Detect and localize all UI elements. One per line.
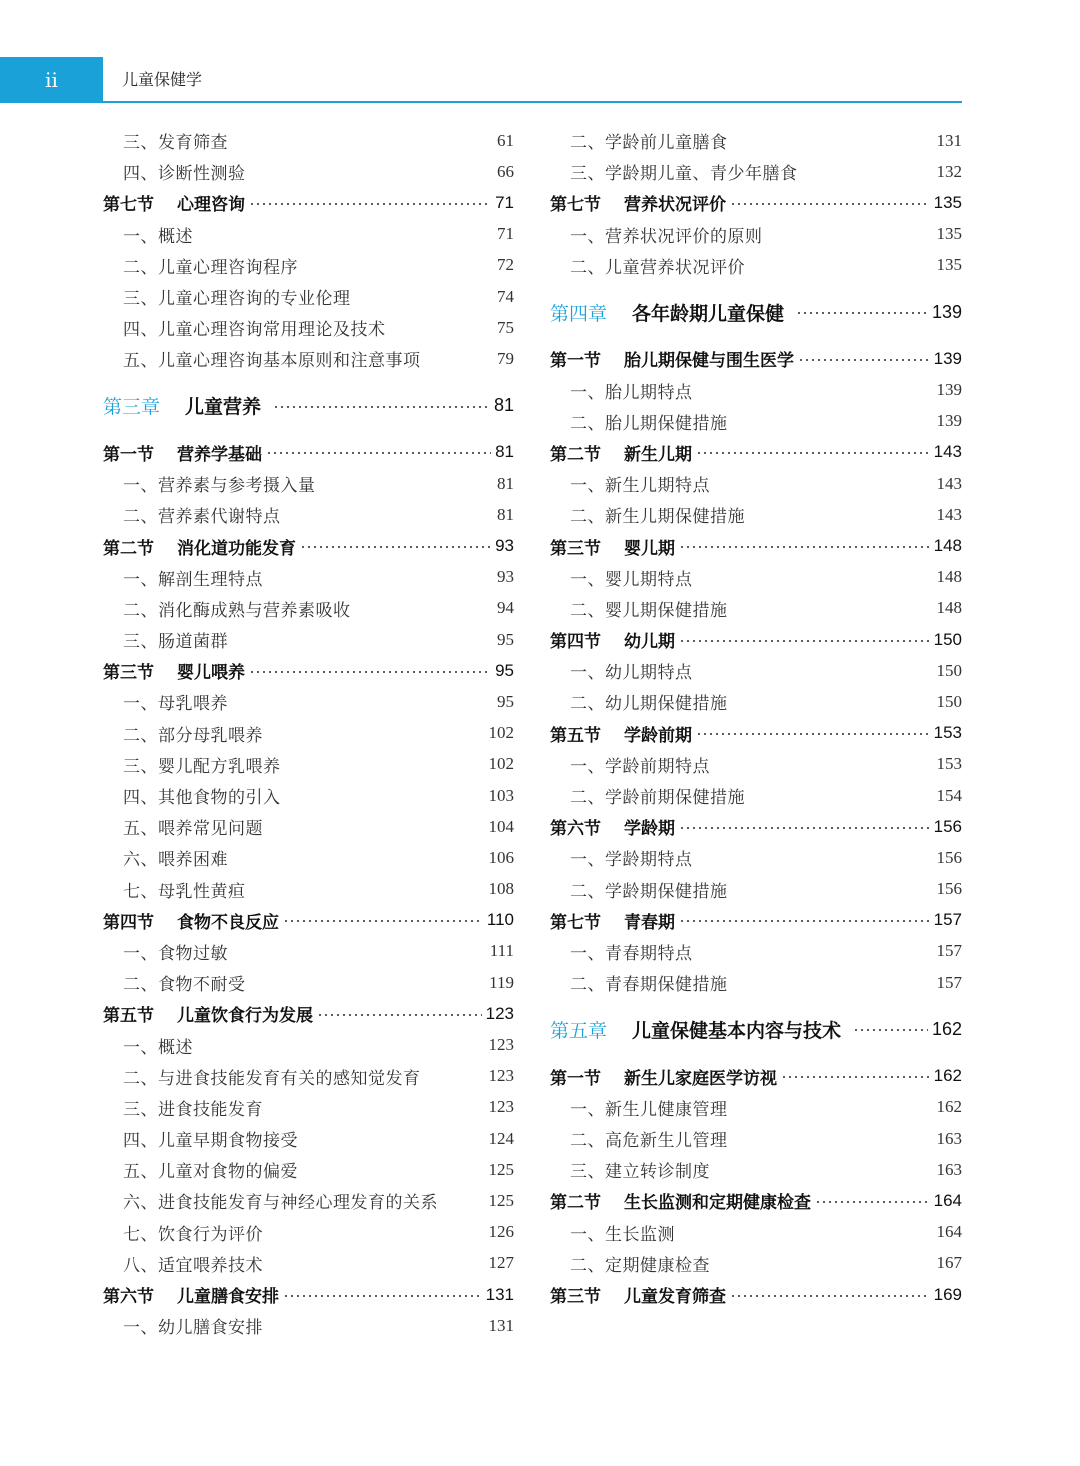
toc-item-page: 127 [488, 1253, 514, 1273]
toc-item-label: 二、部分母乳喂养 [123, 725, 263, 746]
toc-dot-leader [249, 203, 491, 205]
toc-item-label: 二、儿童心理咨询程序 [123, 257, 298, 278]
toc-item-row [103, 125, 514, 156]
toc-item-label: 一、概述 [123, 1037, 193, 1058]
toc-item-row [550, 842, 962, 873]
toc-item-page: 148 [936, 567, 962, 587]
toc-item-page: 167 [936, 1253, 962, 1273]
toc-item-page: 139 [936, 411, 962, 431]
toc-section-title: 婴儿喂养 [177, 663, 245, 684]
toc-item-label: 二、儿童营养状况评价 [570, 257, 745, 278]
toc-item-page: 143 [936, 473, 962, 493]
toc-chapter-title: 儿童营养 [185, 396, 262, 419]
toc-item-row [103, 468, 514, 499]
toc-item-page: 111 [489, 941, 514, 961]
toc-section-page: 157 [933, 910, 962, 930]
toc-item-label: 二、定期健康检查 [570, 1255, 710, 1276]
toc-item-label: 一、母乳喂养 [123, 694, 228, 715]
toc-section-title: 新生儿家庭医学访视 [624, 1068, 777, 1089]
toc-item-row [103, 874, 514, 905]
toc-item-page: 66 [497, 161, 514, 181]
toc-item-row [550, 967, 962, 998]
toc-section-page: 71 [495, 192, 514, 212]
toc-section-page: 131 [485, 1284, 514, 1304]
toc-section-title: 儿童膳食安排 [177, 1287, 279, 1308]
toc-section-row [550, 343, 962, 374]
toc-dot-leader [796, 312, 928, 314]
toc-item-page: 123 [488, 1035, 514, 1055]
toc-item-row [550, 1092, 962, 1123]
toc-section-row [550, 1279, 962, 1310]
toc-section-number: 第一节 [550, 351, 601, 372]
toc-item-row [103, 1185, 514, 1216]
toc-item-page: 103 [488, 785, 514, 805]
toc-item-page: 163 [936, 1159, 962, 1179]
toc-section-title: 食物不良反应 [177, 912, 279, 933]
toc-section-title: 营养学基础 [177, 444, 262, 465]
toc-section-row [550, 1061, 962, 1092]
toc-dot-leader [679, 827, 930, 829]
toc-item-label: 一、概述 [123, 226, 193, 247]
toc-item-label: 二、青春期保健措施 [570, 975, 728, 996]
toc-section-row [103, 530, 514, 561]
toc-section-page: 95 [495, 660, 514, 680]
toc-item-label: 一、青春期特点 [570, 943, 693, 964]
toc-section-page: 153 [933, 723, 962, 743]
toc-item-label: 二、胎儿期保健措施 [570, 413, 728, 434]
toc-item-row [550, 1248, 962, 1279]
toc-section-number: 第三节 [550, 538, 601, 559]
toc-item-row [103, 1248, 514, 1279]
toc-item-page: 123 [488, 1066, 514, 1086]
toc-section-title: 心理咨询 [177, 195, 245, 216]
toc-item-label: 二、高危新生儿管理 [570, 1131, 728, 1152]
toc-item-row [103, 562, 514, 593]
toc-item-page: 143 [936, 504, 962, 524]
toc-item-page: 119 [489, 972, 514, 992]
toc-item-row [550, 936, 962, 967]
toc-item-page: 163 [936, 1128, 962, 1148]
toc-item-row [550, 219, 962, 250]
toc-item-page: 61 [497, 130, 514, 150]
toc-chapter-row [550, 297, 962, 328]
toc-section-title: 儿童饮食行为发展 [177, 1006, 313, 1027]
toc-item-row [103, 624, 514, 655]
page-header [0, 57, 1080, 103]
toc-dot-leader [317, 1014, 482, 1016]
toc-section-row [103, 437, 514, 468]
toc-item-page: 164 [936, 1222, 962, 1242]
toc-item-label: 三、发育筛查 [123, 133, 228, 154]
toc-item-label: 六、进食技能发育与神经心理发育的关系 [123, 1193, 438, 1214]
toc-section-title: 学龄前期 [624, 725, 692, 746]
toc-section-title: 幼儿期 [624, 632, 675, 653]
toc-section-number: 第一节 [103, 444, 154, 465]
toc-section-page: 143 [933, 442, 962, 462]
toc-item-page: 79 [497, 348, 514, 368]
toc-item-page: 102 [488, 723, 514, 743]
toc-section-page: 139 [933, 348, 962, 368]
toc-item-label: 三、建立转诊制度 [570, 1162, 710, 1183]
toc-section-number: 第一节 [550, 1068, 601, 1089]
toc-item-page: 94 [497, 598, 514, 618]
toc-chapter-number: 第五章 [550, 1019, 608, 1042]
toc-item-label: 一、幼儿期特点 [570, 663, 693, 684]
toc-section-number: 第五节 [103, 1006, 154, 1027]
toc-item-page: 135 [936, 224, 962, 244]
toc-section-row [103, 1279, 514, 1310]
toc-chapter-number: 第三章 [103, 396, 161, 419]
toc-item-page: 71 [497, 224, 514, 244]
toc-dot-leader [679, 920, 930, 922]
toc-item-page: 74 [497, 286, 514, 306]
toc-section-page: 164 [933, 1190, 962, 1210]
toc-chapter-page: 139 [931, 301, 962, 322]
toc-item-label: 一、新生儿健康管理 [570, 1099, 728, 1120]
toc-item-row [550, 749, 962, 780]
toc-item-label: 七、饮食行为评价 [123, 1224, 263, 1245]
toc-section-title: 营养状况评价 [624, 195, 726, 216]
toc-item-label: 六、喂养困难 [123, 850, 228, 871]
toc-item-page: 104 [488, 816, 514, 836]
toc-item-row [550, 562, 962, 593]
toc-section-row [103, 905, 514, 936]
toc-section-title: 儿童发育筛查 [624, 1287, 726, 1308]
toc-item-page: 150 [936, 691, 962, 711]
toc-dot-leader [730, 203, 930, 205]
toc-item-page: 148 [936, 598, 962, 618]
toc-item-page: 131 [488, 1315, 514, 1335]
toc-item-row [550, 125, 962, 156]
toc-section-number: 第七节 [550, 195, 601, 216]
toc-item-label: 一、营养素与参考摄入量 [123, 476, 316, 497]
toc-item-label: 三、婴儿配方乳喂养 [123, 756, 281, 777]
toc-item-label: 一、学龄期特点 [570, 850, 693, 871]
toc-item-page: 81 [497, 504, 514, 524]
toc-chapter-title: 各年龄期儿童保健 [632, 302, 785, 325]
toc-section-row [550, 718, 962, 749]
toc-item-page: 102 [488, 754, 514, 774]
toc-chapter-page: 162 [931, 1018, 962, 1039]
toc-item-page: 156 [936, 879, 962, 899]
toc-chapter-number: 第四章 [550, 302, 608, 325]
toc-item-row [103, 1029, 514, 1060]
toc-section-title: 生长监测和定期健康检查 [624, 1193, 811, 1214]
toc-section-number: 第七节 [103, 195, 154, 216]
toc-section-number: 第二节 [550, 444, 601, 465]
toc-item-label: 五、儿童心理咨询基本原则和注意事项 [123, 351, 421, 372]
toc-item-row [103, 718, 514, 749]
toc-chapter-row [550, 1014, 962, 1045]
toc-item-page: 156 [936, 847, 962, 867]
toc-item-label: 七、母乳性黄疸 [123, 881, 246, 902]
toc-section-number: 第六节 [550, 819, 601, 840]
toc-section-page: 93 [495, 536, 514, 556]
toc-item-label: 四、诊断性测验 [123, 164, 246, 185]
toc-item-label: 一、幼儿膳食安排 [123, 1318, 263, 1339]
toc-item-label: 一、解剖生理特点 [123, 569, 263, 590]
toc-item-page: 125 [488, 1159, 514, 1179]
toc-item-row [550, 1123, 962, 1154]
toc-item-label: 二、与进食技能发育有关的感知觉发育 [123, 1068, 421, 1089]
toc-dot-leader [679, 546, 930, 548]
toc-item-row [550, 250, 962, 281]
toc-item-page: 157 [936, 941, 962, 961]
toc-item-row [103, 593, 514, 624]
toc-section-page: 110 [486, 910, 514, 930]
toc-item-row [550, 1217, 962, 1248]
header-rule [103, 101, 962, 103]
toc-item-page: 154 [936, 785, 962, 805]
toc-section-title: 消化道功能发育 [177, 538, 296, 559]
toc-item-row [550, 593, 962, 624]
toc-section-number: 第二节 [103, 538, 154, 559]
toc-item-row [103, 936, 514, 967]
toc-item-label: 八、适宜喂养技术 [123, 1255, 263, 1276]
toc-item-row [103, 1310, 514, 1341]
toc-dot-leader [696, 733, 930, 735]
book-title: 儿童保健学 [122, 70, 203, 89]
toc-item-row [550, 406, 962, 437]
toc-section-page: 123 [485, 1003, 514, 1023]
toc-section-number: 第六节 [103, 1287, 154, 1308]
toc-item-page: 108 [488, 879, 514, 899]
toc-item-page: 150 [936, 660, 962, 680]
toc-left-column [103, 125, 514, 1341]
toc-item-label: 二、学龄期保健措施 [570, 881, 728, 902]
toc-item-row [550, 468, 962, 499]
toc-item-row [103, 686, 514, 717]
toc-item-row [103, 1123, 514, 1154]
toc-item-label: 二、消化酶成熟与营养素吸收 [123, 600, 351, 621]
toc-section-page: 148 [933, 536, 962, 556]
toc-item-row [103, 281, 514, 312]
toc-section-number: 第二节 [550, 1193, 601, 1214]
toc-item-page: 157 [936, 972, 962, 992]
toc-item-label: 二、学龄前儿童膳食 [570, 133, 728, 154]
toc-chapter-page: 81 [493, 395, 514, 416]
toc-item-label: 四、其他食物的引入 [123, 788, 281, 809]
toc-item-label: 二、新生儿期保健措施 [570, 507, 745, 528]
toc-item-page: 75 [497, 317, 514, 337]
toc-right-column [550, 125, 962, 1310]
toc-item-page: 162 [936, 1097, 962, 1117]
toc-dot-leader [273, 406, 490, 408]
toc-item-page: 72 [497, 255, 514, 275]
toc-item-label: 二、营养素代谢特点 [123, 507, 281, 528]
toc-item-row [550, 686, 962, 717]
toc-section-row [550, 905, 962, 936]
toc-item-label: 一、胎儿期特点 [570, 382, 693, 403]
toc-item-row [103, 312, 514, 343]
toc-item-row [550, 655, 962, 686]
toc-dot-leader [781, 1076, 930, 1078]
toc-item-page: 131 [936, 130, 962, 150]
toc-item-page: 153 [936, 754, 962, 774]
toc-dot-leader [853, 1029, 928, 1031]
toc-item-page: 93 [497, 567, 514, 587]
toc-item-label: 三、学龄期儿童、青少年膳食 [570, 164, 798, 185]
toc-item-row [103, 250, 514, 281]
toc-dot-leader [696, 452, 930, 454]
toc-section-row [103, 998, 514, 1029]
toc-dot-leader [798, 359, 930, 361]
toc-section-title: 学龄期 [624, 819, 675, 840]
toc-section-number: 第三节 [103, 663, 154, 684]
toc-section-title: 新生儿期 [624, 444, 692, 465]
toc-item-label: 三、儿童心理咨询的专业伦理 [123, 289, 351, 310]
toc-item-row [103, 219, 514, 250]
toc-item-page: 95 [497, 629, 514, 649]
toc-item-row [550, 499, 962, 530]
toc-item-row [103, 156, 514, 187]
toc-item-page: 81 [497, 473, 514, 493]
toc-item-label: 三、肠道菌群 [123, 632, 228, 653]
toc-section-row [550, 530, 962, 561]
toc-section-row [550, 624, 962, 655]
toc-item-label: 三、进食技能发育 [123, 1099, 263, 1120]
toc-item-label: 二、幼儿期保健措施 [570, 694, 728, 715]
toc-item-page: 139 [936, 380, 962, 400]
toc-section-page: 135 [933, 192, 962, 212]
toc-item-page: 135 [936, 255, 962, 275]
toc-item-row [103, 343, 514, 374]
toc-item-label: 五、喂养常见问题 [123, 819, 263, 840]
toc-item-label: 二、学龄前期保健措施 [570, 788, 745, 809]
toc-item-page: 125 [488, 1190, 514, 1210]
toc-item-row [103, 1217, 514, 1248]
toc-item-row [550, 156, 962, 187]
toc-section-row [103, 655, 514, 686]
toc-dot-leader [815, 1201, 930, 1203]
toc-item-row [103, 842, 514, 873]
toc-item-row [550, 1154, 962, 1185]
toc-item-label: 一、婴儿期特点 [570, 569, 693, 590]
toc-dot-leader [283, 920, 483, 922]
toc-item-label: 二、食物不耐受 [123, 975, 246, 996]
toc-dot-leader [300, 546, 491, 548]
toc-section-number: 第三节 [550, 1287, 601, 1308]
toc-item-row [103, 1154, 514, 1185]
toc-item-row [103, 1092, 514, 1123]
page-number-tab: ii [0, 57, 103, 103]
toc-section-number: 第七节 [550, 912, 601, 933]
toc-section-number: 第五节 [550, 725, 601, 746]
toc-item-label: 四、儿童早期食物接受 [123, 1131, 298, 1152]
toc-item-row [103, 811, 514, 842]
toc-section-page: 150 [933, 629, 962, 649]
toc-item-row [103, 1061, 514, 1092]
toc-section-title: 婴儿期 [624, 538, 675, 559]
toc-item-page: 126 [488, 1222, 514, 1242]
toc-section-title: 胎儿期保健与围生医学 [624, 351, 794, 372]
toc-section-row [103, 187, 514, 218]
toc-item-page: 123 [488, 1097, 514, 1117]
toc-item-row [550, 874, 962, 905]
toc-item-label: 二、婴儿期保健措施 [570, 600, 728, 621]
toc-dot-leader [679, 640, 930, 642]
toc-section-page: 156 [933, 816, 962, 836]
toc-item-row [103, 780, 514, 811]
toc-item-row [550, 375, 962, 406]
toc-section-row [550, 811, 962, 842]
toc-section-page: 162 [933, 1066, 962, 1086]
toc-item-row [103, 499, 514, 530]
toc-item-label: 一、食物过敏 [123, 943, 228, 964]
toc-item-label: 一、新生儿期特点 [570, 476, 710, 497]
toc-item-row [103, 967, 514, 998]
toc-section-row [550, 437, 962, 468]
toc-item-page: 95 [497, 691, 514, 711]
toc-section-number: 第四节 [103, 912, 154, 933]
toc-dot-leader [283, 1295, 482, 1297]
toc-item-page: 106 [488, 847, 514, 867]
toc-item-label: 一、生长监测 [570, 1224, 675, 1245]
toc-item-row [103, 749, 514, 780]
toc-item-page: 132 [936, 161, 962, 181]
toc-chapter-title: 儿童保健基本内容与技术 [632, 1019, 842, 1042]
toc-item-label: 五、儿童对食物的偏爱 [123, 1162, 298, 1183]
toc-dot-leader [249, 671, 491, 673]
toc-item-label: 一、营养状况评价的原则 [570, 226, 763, 247]
toc-item-page: 124 [488, 1128, 514, 1148]
toc-section-title: 青春期 [624, 912, 675, 933]
toc-section-page: 169 [933, 1284, 962, 1304]
toc-dot-leader [730, 1295, 930, 1297]
toc-section-row [550, 1185, 962, 1216]
toc-item-row [550, 780, 962, 811]
toc-item-label: 一、学龄前期特点 [570, 756, 710, 777]
toc-item-label: 四、儿童心理咨询常用理论及技术 [123, 320, 386, 341]
toc-dot-leader [266, 452, 491, 454]
toc-chapter-row [103, 390, 514, 421]
toc-section-number: 第四节 [550, 632, 601, 653]
toc-section-row [550, 187, 962, 218]
toc-section-page: 81 [495, 442, 514, 462]
